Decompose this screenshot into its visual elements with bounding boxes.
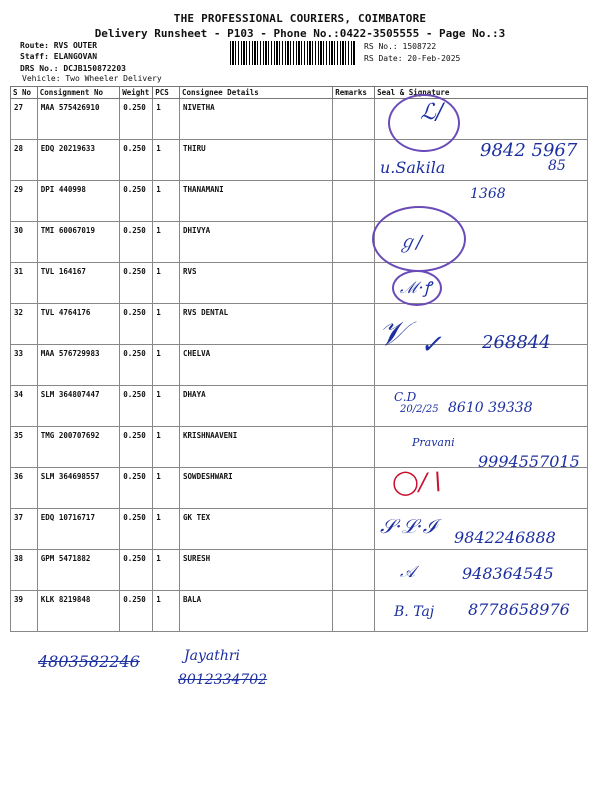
signature-31: ℳ·ꝭ <box>400 278 432 297</box>
cell-sno: 28 <box>11 140 38 181</box>
cell-remarks <box>333 304 375 345</box>
runsheet-subtitle: Delivery Runsheet - P103 - Phone No.:0422-3505555 - Page No.:3 <box>94 27 506 40</box>
signature-27: ℒ/ <box>420 100 444 125</box>
cell-pcs: 1 <box>153 386 180 427</box>
cell-consignee: THANAMANI <box>180 181 333 222</box>
signature-30: ℊ/ <box>398 232 423 253</box>
cell-sno: 34 <box>11 386 38 427</box>
cell-sno: 31 <box>11 263 38 304</box>
header-signature: Seal & Signature <box>375 87 588 99</box>
cell-consignment: SLM 364698557 <box>37 468 119 509</box>
runsheet-table <box>10 86 588 632</box>
signature-37: 𝒮·ℒ·ℐ <box>380 514 437 538</box>
header-weight: Weight <box>120 87 153 99</box>
footer-handwritten-name: Jayathri <box>184 648 241 664</box>
cell-consignment: TMG 200707692 <box>37 427 119 468</box>
cell-consignee: NIVETHA <box>180 99 333 140</box>
signature-38: 𝒜 <box>400 562 416 581</box>
signature-phone-38: 948364545 <box>462 564 554 583</box>
cell-consignment: EDQ 10716717 <box>37 509 119 550</box>
cell-consignment: TVL 4764176 <box>37 304 119 345</box>
cell-weight: 0.250 <box>120 99 153 140</box>
cell-pcs: 1 <box>153 427 180 468</box>
cell-remarks <box>333 222 375 263</box>
cell-sno: 30 <box>11 222 38 263</box>
cell-consignee: KRISHNAAVENI <box>180 427 333 468</box>
cell-sno: 35 <box>11 427 38 468</box>
table-header-row <box>11 87 588 99</box>
signature-phone-35: 9994557015 <box>478 452 580 471</box>
barcode <box>230 41 356 65</box>
table-row <box>11 222 588 263</box>
cell-consignee: CHELVA <box>180 345 333 386</box>
cell-remarks <box>333 345 375 386</box>
cell-consignee: GK TEX <box>180 509 333 550</box>
cell-consignment: TVL 164167 <box>37 263 119 304</box>
cell-pcs: 1 <box>153 304 180 345</box>
cell-remarks <box>333 140 375 181</box>
header-consignee: Consignee Details <box>180 87 333 99</box>
cell-remarks <box>333 263 375 304</box>
footer-handwritten-number: 4803582246 <box>38 652 140 671</box>
header-remarks: Remarks <box>333 87 375 99</box>
cell-pcs: 1 <box>153 509 180 550</box>
cell-sno: 38 <box>11 550 38 591</box>
cell-pcs: 1 <box>153 222 180 263</box>
signature-extra-28: 85 <box>548 158 566 174</box>
cell-pcs: 1 <box>153 468 180 509</box>
cell-pcs: 1 <box>153 263 180 304</box>
cell-consignment: DPI 440998 <box>37 181 119 222</box>
cell-consignee: SOWDESHWARI <box>180 468 333 509</box>
rs-date: RS Date: 20-Feb-2025 <box>364 54 461 63</box>
signature-number-33: 268844 <box>482 332 551 353</box>
cell-remarks <box>333 550 375 591</box>
signature-32: 𝒱 <box>378 314 407 354</box>
signature-phone-28: 9842 5967 <box>480 140 578 161</box>
cell-pcs: 1 <box>153 181 180 222</box>
signature-phone-34: 8610 39338 <box>448 400 533 416</box>
cell-remarks <box>333 181 375 222</box>
cell-consignee: RVS DENTAL <box>180 304 333 345</box>
header-sno: S No <box>11 87 38 99</box>
cell-pcs: 1 <box>153 591 180 632</box>
route-label: Route: RVS OUTER <box>20 41 98 50</box>
cell-sno: 33 <box>11 345 38 386</box>
cell-pcs: 1 <box>153 99 180 140</box>
signature-scribble-33: ✓ <box>420 330 442 360</box>
rs-number: RS No.: 1508722 <box>364 42 437 51</box>
cell-weight: 0.250 <box>120 181 153 222</box>
cell-remarks <box>333 386 375 427</box>
drs-number: DRS No.: DCJB150872203 <box>20 64 126 73</box>
cell-weight: 0.250 <box>120 468 153 509</box>
header-pcs: PCS <box>153 87 180 99</box>
cell-consignment: EDQ 20219633 <box>37 140 119 181</box>
cell-weight: 0.250 <box>120 140 153 181</box>
cell-consignee: THIRU <box>180 140 333 181</box>
cell-consignment: KLK 8219848 <box>37 591 119 632</box>
cell-remarks <box>333 99 375 140</box>
table-row <box>11 263 588 304</box>
company-title: THE PROFESSIONAL COURIERS, COIMBATORE <box>173 12 427 25</box>
cell-consignment: GPM 5471882 <box>37 550 119 591</box>
cell-consignment: MAA 576729983 <box>37 345 119 386</box>
cell-weight: 0.250 <box>120 509 153 550</box>
cell-weight: 0.250 <box>120 427 153 468</box>
table-row <box>11 468 588 509</box>
table-row <box>11 99 588 140</box>
cell-weight: 0.250 <box>120 304 153 345</box>
signature-phone-39: 8778658976 <box>468 600 570 619</box>
cell-consignee: DHAYA <box>180 386 333 427</box>
signature-name-35: Pravani <box>412 436 455 449</box>
cell-pcs: 1 <box>153 550 180 591</box>
cell-weight: 0.250 <box>120 591 153 632</box>
vehicle-label: Vehicle: Two Wheeler Delivery <box>22 74 162 83</box>
cell-sno: 29 <box>11 181 38 222</box>
cell-sno: 39 <box>11 591 38 632</box>
signature-phone-37: 9842246888 <box>454 528 556 547</box>
cell-remarks <box>333 468 375 509</box>
signature-36: ◯∕∖ <box>392 468 443 496</box>
cell-pcs: 1 <box>153 140 180 181</box>
cell-weight: 0.250 <box>120 550 153 591</box>
header-consignment: Consignment No <box>37 87 119 99</box>
cell-remarks <box>333 509 375 550</box>
cell-sno: 37 <box>11 509 38 550</box>
staff-label: Staff: ELANGOVAN <box>20 52 98 61</box>
cell-weight: 0.250 <box>120 386 153 427</box>
cell-remarks <box>333 591 375 632</box>
footer-handwritten-number-2: 8012334702 <box>178 672 268 688</box>
cell-consignment: MAA 575426910 <box>37 99 119 140</box>
cell-consignment: SLM 364807447 <box>37 386 119 427</box>
cell-consignee: RVS <box>180 263 333 304</box>
cell-sno: 32 <box>11 304 38 345</box>
signature-29: 1368 <box>470 186 506 202</box>
signature-34: C.D <box>394 390 417 404</box>
cell-remarks <box>333 427 375 468</box>
cell-sno: 27 <box>11 99 38 140</box>
cell-consignee: DHIVYA <box>180 222 333 263</box>
signature-date-34: 20/2/25 <box>400 404 439 415</box>
cell-weight: 0.250 <box>120 263 153 304</box>
cell-consignment: TMI 60067019 <box>37 222 119 263</box>
cell-weight: 0.250 <box>120 345 153 386</box>
cell-pcs: 1 <box>153 345 180 386</box>
signature-name-39: B. Taj <box>394 604 435 620</box>
cell-consignee: SURESH <box>180 550 333 591</box>
signature-name-28: u.Sakila <box>380 158 446 177</box>
cell-consignee: BALA <box>180 591 333 632</box>
cell-weight: 0.250 <box>120 222 153 263</box>
cell-sno: 36 <box>11 468 38 509</box>
